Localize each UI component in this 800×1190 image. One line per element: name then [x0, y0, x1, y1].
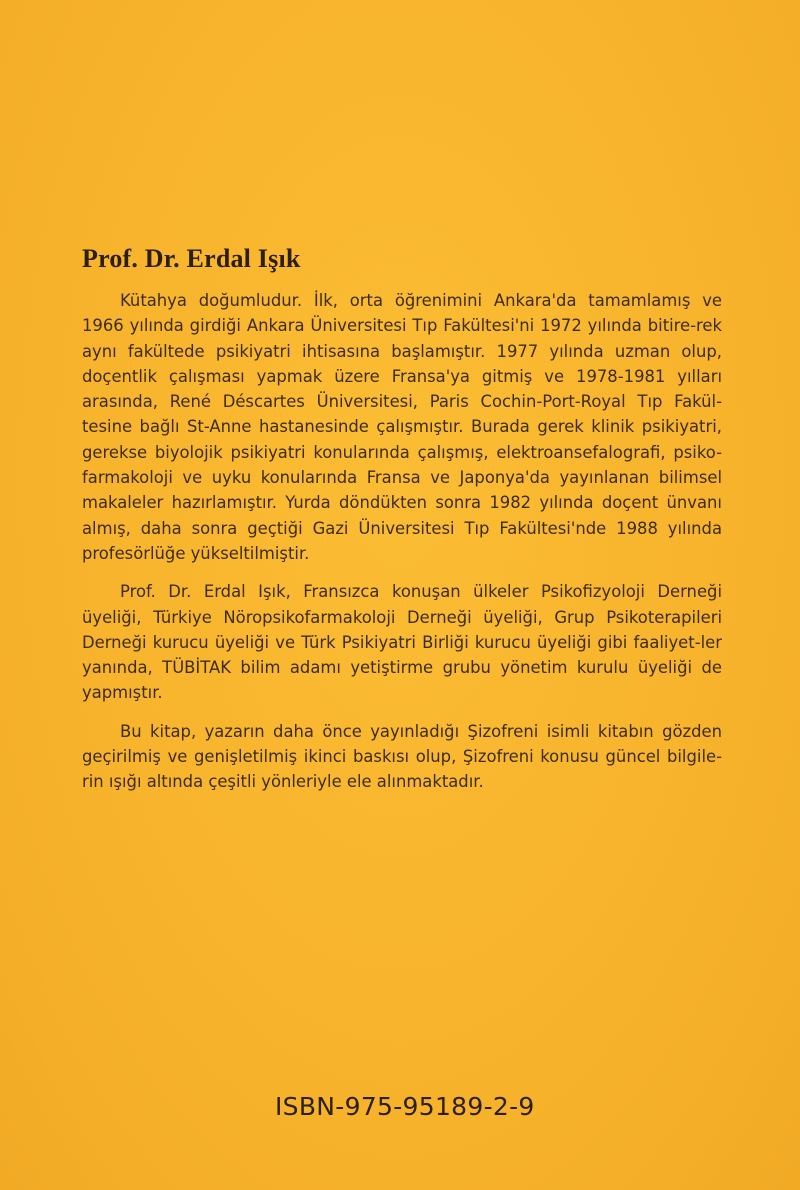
- biography-paragraph-2: Prof. Dr. Erdal Işık, Fransızca konuşan ülkeler Psikofizyoloji Derneği üyeliği, Türkiye Nöropsikofarmakoloji Derneği üyeliği, Grup Psikoterapileri Derneği kurucu üyeliği ve Türk Psikiyatri Birliği kurucu üyeliği gibi faaliyet-ler yanında, TÜBİTAK bilim adamı yetiştirme grubu yönetim kurulu üyeliği de yapmıştır.: [82, 582, 722, 703]
- biography-paragraph-3: Bu kitap, yazarın daha önce yayınladığı Şizofreni isimli kitabın gözden geçirilmiş ve genişletilmiş ikinci baskısı olup, Şizofreni konusu güncel bilgile-rin ışığı altında çeşitli yönleriyle ele alınmaktadır.: [82, 721, 722, 792]
- biography-paragraph-1: Kütahya doğumludur. İlk, orta öğrenimini Ankara'da tamamlamış ve 1966 yılında girdiği Ankara Üniversitesi Tıp Fakültesi'ni 1972 yılında bitire-rek aynı fakültede psikiyatri ihtisasına başlamıştır. 1977 yılında uzman olup, doçentlik çalışması yapmak üzere Fransa'ya gitmiş ve 1978-1981 yılları arasında, René Déscartes Üniversitesi, Paris Cochin-Port-Royal Tıp Fakül-tesine bağlı St-Anne hastanesinde çalışmıştır. Burada gerek klinik psikiyatri, gerekse biyolojik psikiyatri konularında çalışmış, elektroansefalografi, psiko-farmakoloji ve uyku konularında Fransa ve Japonya'da yayınlanan bilimsel makaleler hazırlamıştır. Yurda döndükten sonra 1982 yılında doçent ünvanı almış, daha sonra geçtiği Gazi Üniversitesi Tıp Fakültesi'nde 1988 yılında profesörlüğe yükseltilmiştir.: [82, 291, 722, 563]
- isbn-number: ISBN-975-95189-2-9: [275, 1092, 535, 1121]
- author-name-heading: Prof. Dr. Erdal Işık: [82, 244, 301, 273]
- author-biography: [82, 288, 722, 808]
